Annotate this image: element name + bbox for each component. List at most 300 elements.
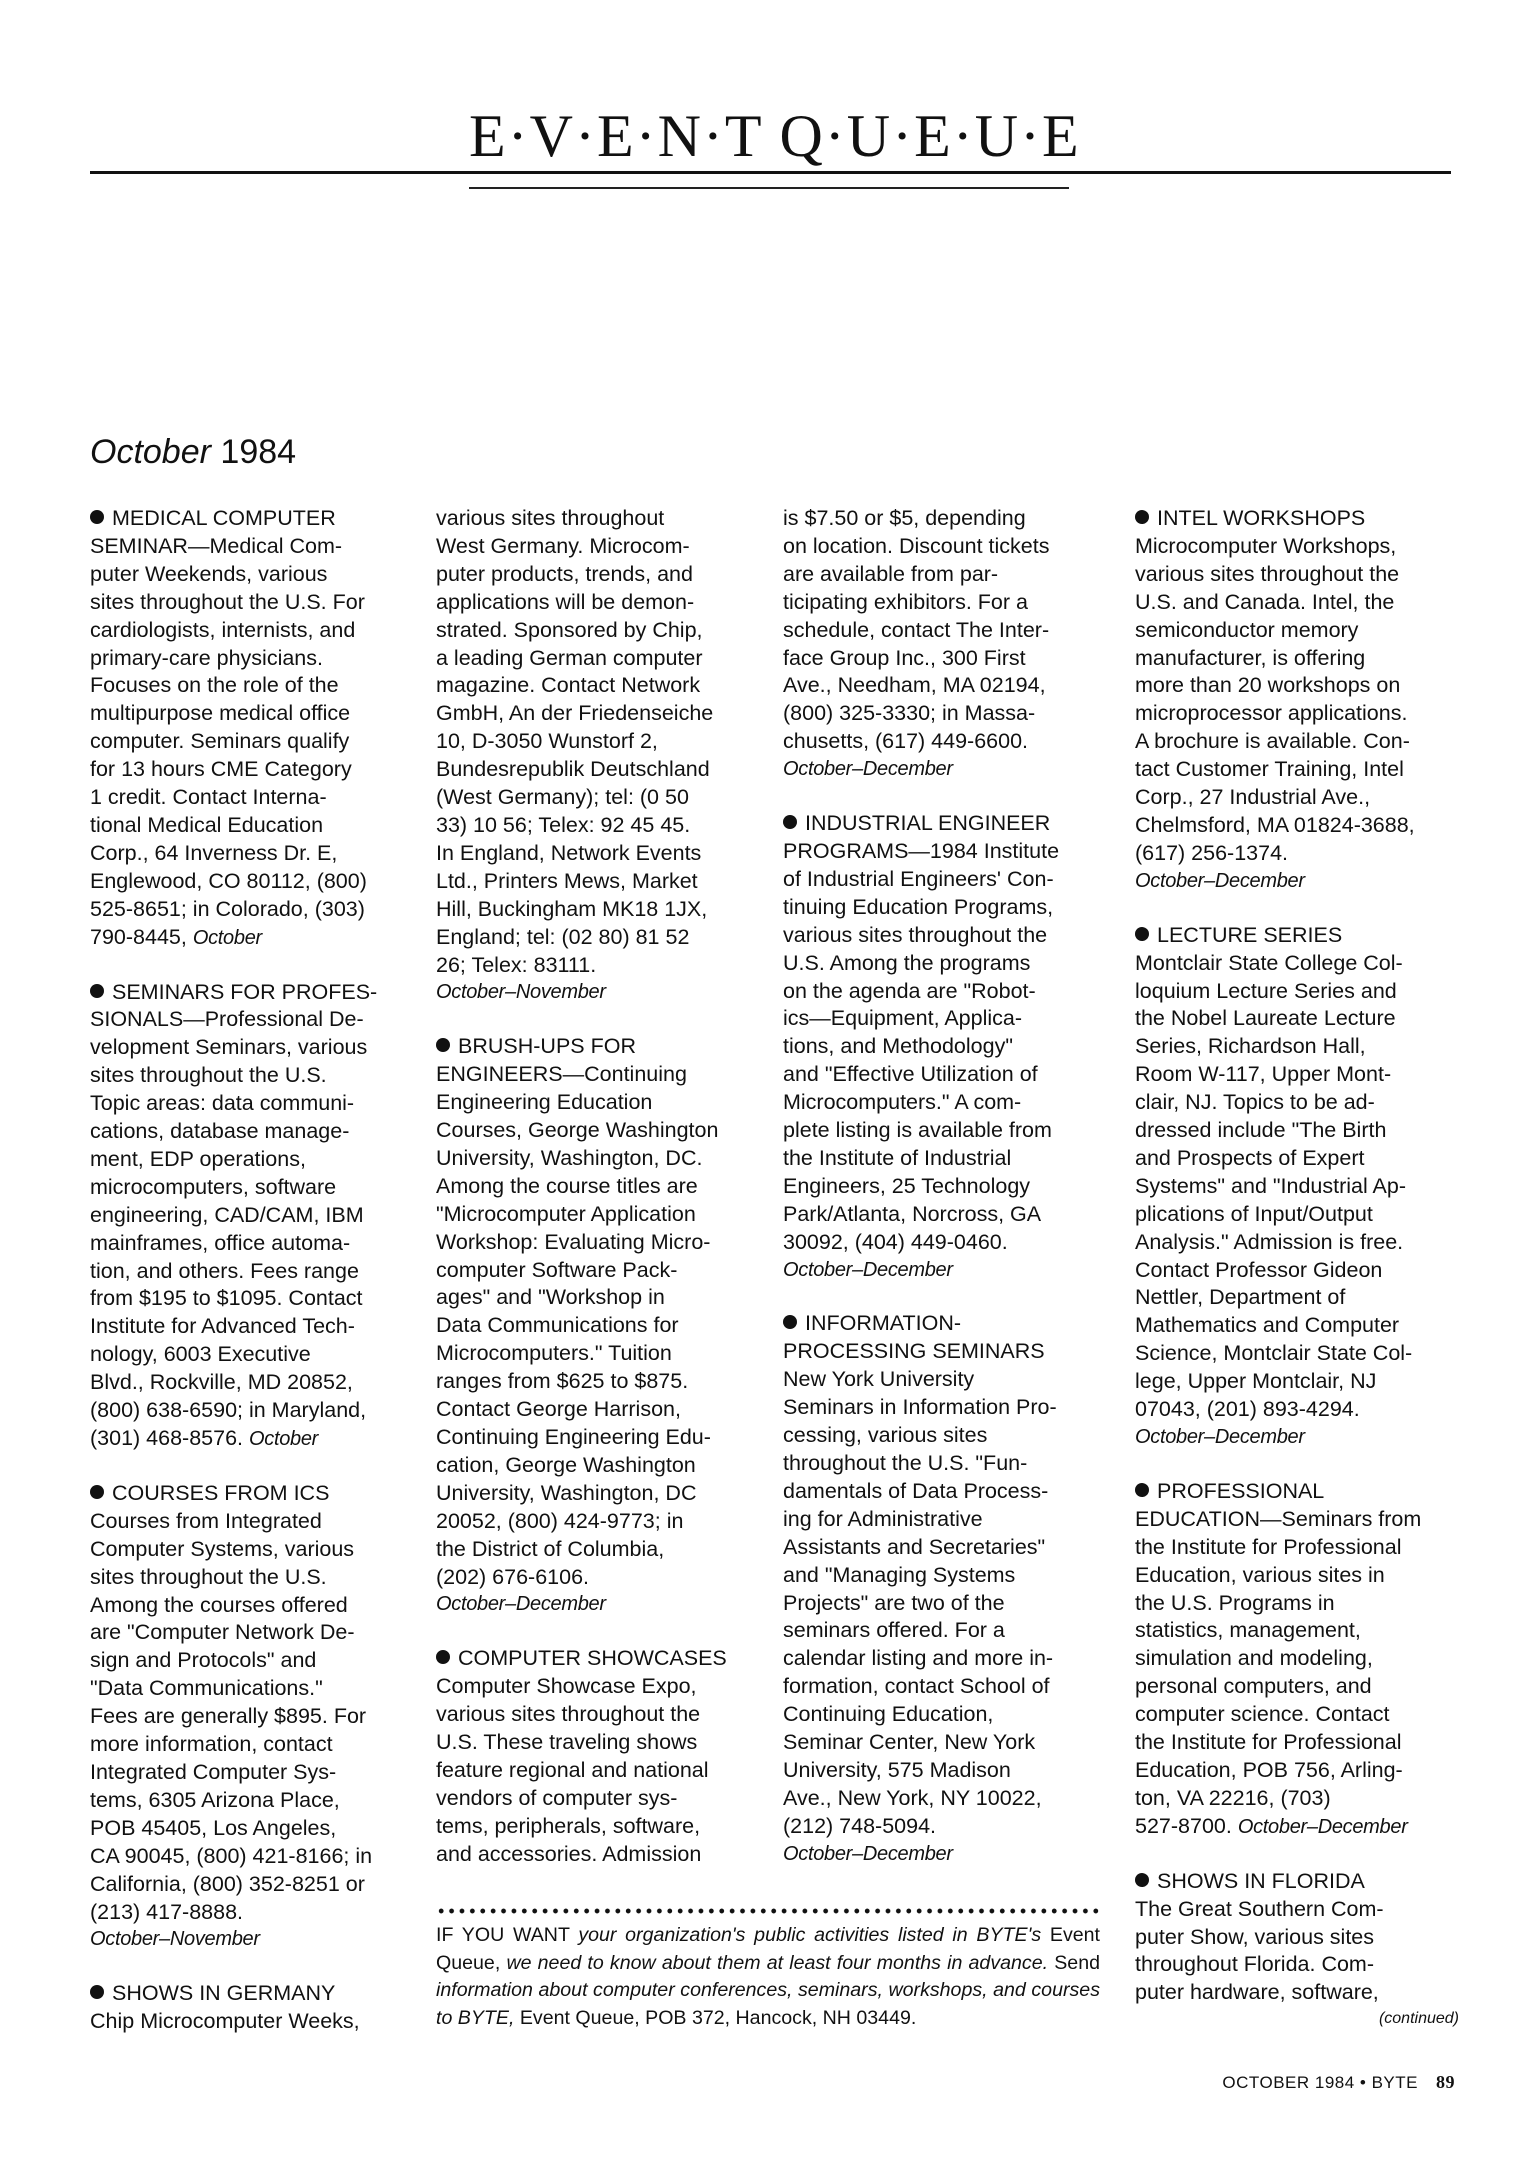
listing-text: ENGINEERS—Continuing <box>436 1062 687 1087</box>
listing-text: Ave., Needham, MA 02194, <box>783 673 1046 698</box>
listing-line <box>436 1480 766 1508</box>
listing-text: Chip Microcomputer Weeks, <box>90 2009 360 2034</box>
listing-line <box>436 728 766 756</box>
listing-line <box>436 617 766 645</box>
listing-text: Chelmsford, MA 01824-3688, <box>1135 812 1415 837</box>
listing-text: feature regional and national <box>436 1757 709 1782</box>
listing-text: personal computers, and <box>1135 1674 1372 1699</box>
listing-text: Microcomputers." A com- <box>783 1090 1022 1115</box>
listing-line <box>783 1617 1113 1645</box>
listing-text: various sites throughout <box>436 506 665 530</box>
listing-text: the U.S. Programs in <box>1135 1590 1335 1615</box>
listing-text: Seminar Center, New York <box>783 1730 1036 1755</box>
event-date: October–December <box>1135 1426 1305 1448</box>
event-listing <box>1135 1868 1465 2032</box>
listing-line <box>90 672 420 700</box>
listing-line <box>90 1592 420 1620</box>
listing-text: the District of Columbia, <box>436 1536 665 1561</box>
listing-text: Corp., 27 Industrial Ave., <box>1135 785 1371 810</box>
listing-line <box>1135 1673 1465 1701</box>
listing-line <box>90 700 420 728</box>
listing-line <box>783 672 1113 700</box>
listing-line <box>1135 1033 1465 1061</box>
listing-text: COMPUTER SHOWCASES <box>458 1646 727 1671</box>
listing-line <box>436 868 766 896</box>
listing-text: puter products, trends, and <box>436 561 693 586</box>
listing-line <box>783 1645 1113 1673</box>
listing-line <box>436 1229 766 1257</box>
listing-line <box>90 505 420 533</box>
listing-line <box>1135 672 1465 700</box>
listing-line <box>90 1146 420 1174</box>
listing-text: sites throughout the U.S. <box>90 1063 327 1088</box>
listing-text: cation, George Washington <box>436 1452 696 1477</box>
listing-text: throughout the U.S. "Fun- <box>783 1451 1028 1475</box>
listing-line <box>436 1785 766 1813</box>
listing-line <box>90 1480 420 1508</box>
listing-text: MEDICAL COMPUTER <box>112 506 336 530</box>
listing-line <box>783 1089 1113 1117</box>
listing-text: Microcomputer Workshops, <box>1135 533 1397 558</box>
listing-text: In England, Network Events <box>436 840 702 865</box>
listing-text: (301) 468-8576. <box>90 1426 243 1450</box>
listing-text: and accessories. Admission <box>436 1841 702 1866</box>
listing-text: Courses, George Washington <box>436 1118 719 1143</box>
listing-text: ranges from $625 to $875. <box>436 1369 689 1394</box>
note-segment: information about computer conferences, seminars, workshops, and courses to BYTE, <box>436 1979 1100 2029</box>
event-listing <box>90 1480 420 1954</box>
listing-text: Engineers, 25 Technology <box>783 1173 1031 1198</box>
listing-line <box>90 1397 420 1425</box>
listing-text: ics—Equipment, Applica- <box>783 1006 1022 1031</box>
listing-line <box>436 1841 766 1869</box>
listing-line <box>783 1813 1113 1841</box>
listing-text: tems, peripherals, software, <box>436 1813 701 1838</box>
listing-line <box>783 1117 1113 1145</box>
listing-text: puter Weekends, various <box>90 561 328 586</box>
listing-text: LECTURE SERIES <box>1157 922 1343 947</box>
listing-text: Room W-117, Upper Mont- <box>1135 1062 1392 1087</box>
listing-text: (West Germany); tel: (0 50 <box>436 785 689 810</box>
listing-text: ticipating exhibitors. For a <box>783 589 1028 614</box>
listing-line <box>90 1899 420 1927</box>
listing-line <box>1135 922 1465 950</box>
listing-line <box>1135 1312 1465 1340</box>
listing-line <box>1135 533 1465 561</box>
listing-text: Analysis." Admission is free. <box>1135 1229 1404 1254</box>
listing-text: Engineering Education <box>436 1090 653 1115</box>
listing-line <box>1135 505 1465 533</box>
listing-line <box>90 979 420 1007</box>
listing-text: Integrated Computer Sys- <box>90 1759 337 1784</box>
listing-line <box>436 505 766 533</box>
listing-text: Focuses on the role of the <box>90 673 339 698</box>
listing-text: INTEL WORKSHOPS <box>1157 506 1366 530</box>
listing-line <box>436 1508 766 1536</box>
bullet-icon <box>90 1485 104 1499</box>
listing-line <box>436 1145 766 1173</box>
submission-note <box>436 1906 1100 2032</box>
listing-text: Education, various sites in <box>1135 1562 1385 1587</box>
listing-text: various sites throughout the <box>436 1702 701 1727</box>
listing-text: various sites throughout the <box>783 922 1048 947</box>
page-number: 89 <box>1436 2072 1455 2092</box>
listing-text: CA 90045, (800) 421-8166; in <box>90 1843 373 1868</box>
event-listing <box>436 505 766 1007</box>
event-date: October <box>192 926 262 949</box>
note-segment: Event Queue, <box>436 1924 1100 1974</box>
listing-line <box>90 1508 420 1536</box>
listing-line <box>783 1366 1113 1394</box>
header-rule-thin <box>469 187 1069 189</box>
listing-line <box>1135 1005 1465 1033</box>
note-segment: Send <box>1054 1951 1100 1974</box>
listing-text: are available from par- <box>783 561 999 586</box>
listing-line <box>90 728 420 756</box>
listing-text: University, Washington, DC. <box>436 1145 703 1170</box>
continued-label: (continued) <box>1378 2010 1459 2028</box>
listing-line <box>1135 1368 1465 1396</box>
listing-line <box>783 1729 1113 1757</box>
listing-text: the Institute of Industrial <box>783 1145 1012 1170</box>
listing-line <box>436 756 766 784</box>
listing-line <box>783 1229 1113 1257</box>
event-listing <box>1135 505 1465 896</box>
page-footer <box>1222 2072 1455 2093</box>
listing-line <box>783 645 1113 673</box>
listing-text: puter Show, various sites <box>1135 1924 1375 1949</box>
listing-line <box>783 1061 1113 1089</box>
listing-text: U.S. and Canada. Intel, the <box>1135 589 1395 614</box>
listing-text: Corp., 64 Inverness Dr. E, <box>90 840 338 865</box>
listing-text: "Microcomputer Application <box>436 1201 696 1226</box>
listing-text: on the agenda are "Robot- <box>783 978 1036 1003</box>
listing-line <box>783 810 1113 838</box>
event-listing <box>783 1310 1113 1868</box>
listing-line <box>90 1313 420 1341</box>
event-date: October–December <box>783 1842 953 1865</box>
column-4 <box>1135 505 1465 2057</box>
listing-line <box>1135 1478 1465 1506</box>
listing-text: Assistants and Secretaries" <box>783 1534 1046 1559</box>
listing-text: Series, Richardson Hall, <box>1135 1034 1366 1059</box>
listing-line <box>1135 1201 1465 1229</box>
listing-text: (617) 256-1374. <box>1135 840 1288 865</box>
listing-text: (800) 638-6590; in Maryland, <box>90 1398 367 1423</box>
listing-text: simulation and modeling, <box>1135 1646 1373 1671</box>
listing-text: University, Washington, DC <box>436 1480 697 1505</box>
listing-line <box>1135 1757 1465 1785</box>
event-date: October–December <box>436 1593 606 1616</box>
listing-line <box>90 645 420 673</box>
listing-text: computer. Seminars qualify <box>90 729 350 754</box>
listing-text: Data Communications for <box>436 1313 679 1338</box>
listing-line <box>1135 1229 1465 1257</box>
listing-line <box>436 1729 766 1757</box>
listing-text: Bundesrepublik Deutschland <box>436 757 710 782</box>
listing-text: and "Managing Systems <box>783 1562 1016 1587</box>
column-3 <box>783 505 1113 1895</box>
note-segment: Event Queue, POB 372, Hancock, NH 03449. <box>519 2006 917 2029</box>
listing-line <box>436 1673 766 1701</box>
listing-text: SHOWS IN FLORIDA <box>1157 1868 1365 1893</box>
listing-text: cessing, various sites <box>783 1423 988 1448</box>
listing-text: ing for Administrative <box>783 1506 983 1531</box>
listing-text: Projects" are two of the <box>783 1590 1005 1615</box>
listing-text: clair, NJ. Topics to be ad- <box>1135 1090 1375 1115</box>
listing-text: Among the course titles are <box>436 1173 698 1198</box>
listing-text: Ltd., Printers Mews, Market <box>436 868 698 893</box>
listing-line <box>90 840 420 868</box>
listing-line <box>90 1341 420 1369</box>
listing-text: Topic areas: data communi- <box>90 1091 355 1116</box>
listing-line <box>783 700 1113 728</box>
listing-text: Science, Montclair State Col- <box>1135 1341 1413 1366</box>
event-listing <box>783 810 1113 1284</box>
listing-text: damentals of Data Process- <box>783 1478 1049 1503</box>
submission-note-text <box>436 1922 1100 2032</box>
bullet-icon <box>436 1650 450 1664</box>
listing-text: microprocessor applications. <box>1135 701 1408 726</box>
listing-line <box>90 1118 420 1146</box>
listing-text: of Industrial Engineers' Con- <box>783 866 1054 891</box>
listing-line <box>1135 1729 1465 1757</box>
listing-line <box>90 1759 420 1787</box>
listing-text: sites throughout the U.S. <box>90 1564 327 1589</box>
listing-text: vendors of computer sys- <box>436 1785 678 1810</box>
listing-line <box>1135 1896 1465 1924</box>
listing-text: tact Customer Training, Intel <box>1135 757 1404 782</box>
listing-line <box>90 1258 420 1286</box>
listing-line <box>436 1452 766 1480</box>
listing-text: Microcomputers." Tuition <box>436 1341 672 1366</box>
listing-line <box>783 617 1113 645</box>
listing-line <box>436 533 766 561</box>
footer-issue: OCTOBER 1984 • BYTE <box>1222 2073 1418 2092</box>
listing-line <box>1135 1562 1465 1590</box>
listing-text: sites throughout the U.S. For <box>90 589 365 614</box>
listing-text: 527-8700. <box>1135 1813 1232 1838</box>
listing-line <box>90 1787 420 1815</box>
listing-text: New York University <box>783 1367 975 1392</box>
listing-text: plications of Input/Output <box>1135 1201 1373 1226</box>
listing-line <box>1135 1617 1465 1645</box>
listing-text: face Group Inc., 300 First <box>783 645 1026 670</box>
listing-line <box>436 645 766 673</box>
event-date: October–December <box>1135 869 1305 892</box>
event-listing <box>436 1645 766 1868</box>
listing-text: loquium Lecture Series and <box>1135 978 1397 1003</box>
month-year: 1984 <box>220 433 297 471</box>
listing-text: Contact Professor Gideon <box>1135 1257 1383 1282</box>
listing-line <box>90 896 420 924</box>
listing-text: formation, contact School of <box>783 1674 1050 1699</box>
listing-text: Continuing Engineering Edu- <box>436 1425 711 1449</box>
listing-text: multipurpose medical office <box>90 701 351 726</box>
listing-text: semiconductor memory <box>1135 617 1359 642</box>
listing-line <box>90 1006 420 1034</box>
listing-text: ment, EDP operations, <box>90 1146 306 1171</box>
listing-line <box>1135 1340 1465 1368</box>
bullet-icon <box>90 984 104 998</box>
event-listing <box>90 979 420 1454</box>
dotted-divider <box>436 1906 1100 1916</box>
listing-line <box>90 1285 420 1313</box>
listing-text: Continuing Education, <box>783 1702 994 1727</box>
listing-line <box>90 1980 420 2008</box>
event-listing <box>436 1033 766 1619</box>
listing-line <box>1135 840 1465 868</box>
listing-text: INDUSTRIAL ENGINEER <box>805 811 1051 836</box>
bullet-icon <box>783 1315 797 1329</box>
listing-text: lege, Upper Montclair, NJ <box>1135 1369 1377 1394</box>
listing-line <box>90 784 420 812</box>
listing-line <box>90 2008 420 2036</box>
listing-text: calendar listing and more in- <box>783 1646 1054 1671</box>
page-title: E·V·E·N·T Q·U·E·U·E <box>469 103 1081 169</box>
listing-text: 26; Telex: 83111. <box>436 952 597 977</box>
listing-line <box>1135 700 1465 728</box>
listing-text: manufacturer, is offering <box>1135 645 1366 670</box>
listing-text: Among the courses offered <box>90 1592 348 1617</box>
listing-text: "Data Communications." <box>90 1676 323 1701</box>
listing-line <box>90 756 420 784</box>
listing-line <box>90 1619 420 1647</box>
listing-line <box>783 1338 1113 1366</box>
listing-text: engineering, CAD/CAM, IBM <box>90 1202 364 1227</box>
listing-line <box>436 812 766 840</box>
listing-text: Fees are generally $895. For <box>90 1704 367 1729</box>
listing-text: Park/Atlanta, Norcross, GA <box>783 1201 1042 1226</box>
listing-line <box>436 1201 766 1229</box>
listing-text: SEMINAR—Medical Com- <box>90 533 343 558</box>
listing-text: sign and Protocols" and <box>90 1648 317 1673</box>
listing-line <box>90 1230 420 1258</box>
listing-line <box>90 1843 420 1871</box>
listing-line <box>436 1033 766 1061</box>
event-date: October–November <box>90 1928 260 1951</box>
listing-text: England; tel: (02 80) 81 52 <box>436 924 690 949</box>
listing-line <box>436 1257 766 1285</box>
event-date: October–December <box>783 1258 953 1281</box>
listing-line <box>1135 756 1465 784</box>
listing-line <box>783 978 1113 1006</box>
listing-line <box>436 1813 766 1841</box>
bullet-icon <box>90 1985 104 1999</box>
listing-text: EDUCATION—Seminars from <box>1135 1506 1422 1531</box>
listing-line <box>1135 1785 1465 1813</box>
listing-text: strated. Sponsored by Chip, <box>436 617 703 642</box>
column-1 <box>90 505 420 2062</box>
listing-line <box>783 838 1113 866</box>
event-listing <box>90 1980 420 2036</box>
listing-line <box>1135 1284 1465 1312</box>
listing-line <box>1135 950 1465 978</box>
listing-line <box>783 561 1113 589</box>
listing-text: SIONALS—Professional De- <box>90 1007 364 1032</box>
listing-line <box>436 1536 766 1564</box>
listing-line <box>1135 1951 1465 1979</box>
listing-line <box>783 1201 1113 1229</box>
listing-line <box>1135 1924 1465 1952</box>
listing-text: computer Software Pack- <box>436 1257 678 1282</box>
listing-text: Workshop: Evaluating Micro- <box>436 1229 711 1254</box>
listing-line <box>783 505 1113 533</box>
section-month-heading <box>90 432 296 472</box>
listing-line <box>90 1202 420 1230</box>
listing-text: (213) 417-8888. <box>90 1899 243 1924</box>
listing-text: 30092, (404) 449-0460. <box>783 1229 1008 1254</box>
listing-text: velopment Seminars, various <box>90 1035 368 1060</box>
listing-line <box>90 1564 420 1592</box>
listing-line <box>783 589 1113 617</box>
listing-line <box>436 1564 766 1592</box>
listing-line <box>90 533 420 561</box>
listing-text: and Prospects of Expert <box>1135 1145 1365 1170</box>
column-2 <box>436 505 766 1895</box>
listing-line <box>783 533 1113 561</box>
listing-line <box>783 1673 1113 1701</box>
listing-text: Computer Showcase Expo, <box>436 1674 697 1699</box>
listing-line <box>90 924 420 953</box>
listing-text: Englewood, CO 80112, (800) <box>90 868 367 893</box>
bullet-icon <box>1135 1483 1149 1497</box>
listing-line <box>90 617 420 645</box>
listing-line <box>436 1645 766 1673</box>
listing-line <box>436 1061 766 1089</box>
listing-text: dressed include "The Birth <box>1135 1118 1387 1143</box>
listing-text: Education, POB 756, Arling- <box>1135 1757 1403 1782</box>
listing-line <box>1135 978 1465 1006</box>
listing-line <box>783 1785 1113 1813</box>
listing-line <box>436 840 766 868</box>
listing-line <box>1135 1117 1465 1145</box>
listing-line <box>1135 728 1465 756</box>
listing-text: 525-8651; in Colorado, (303) <box>90 896 365 921</box>
listing-line <box>436 1284 766 1312</box>
listing-line <box>1135 812 1465 840</box>
listing-line <box>90 1425 420 1454</box>
listing-line <box>90 561 420 589</box>
listing-text: tinuing Education Programs, <box>783 894 1054 919</box>
listing-line <box>90 1703 420 1731</box>
listing-text: Courses from Integrated <box>90 1508 322 1533</box>
listing-text: tional Medical Education <box>90 812 324 837</box>
listing-line <box>1135 1979 1465 2007</box>
listing-text: throughout Florida. Com- <box>1135 1952 1374 1977</box>
listing-text: Systems" and "Industrial Ap- <box>1135 1173 1406 1198</box>
listing-line <box>436 700 766 728</box>
listing-line <box>783 866 1113 894</box>
listing-line <box>436 924 766 952</box>
listing-text: Nettler, Department of <box>1135 1285 1346 1310</box>
listing-line <box>783 1005 1113 1033</box>
listing-text: statistics, management, <box>1135 1618 1361 1643</box>
listing-text: for 13 hours CME Category <box>90 757 352 782</box>
listing-text: (800) 325-3330; in Massa- <box>783 701 1036 726</box>
bullet-icon <box>90 510 104 524</box>
event-date: October–December <box>1237 1815 1408 1838</box>
listing-line <box>436 1340 766 1368</box>
listing-line <box>783 950 1113 978</box>
listing-text: tions, and Methodology" <box>783 1034 1013 1059</box>
event-listing <box>1135 922 1465 1452</box>
listing-line <box>783 1394 1113 1422</box>
listing-text: the Nobel Laureate Lecture <box>1135 1006 1396 1031</box>
listing-text: 20052, (800) 424-9773; in <box>436 1508 684 1533</box>
listing-line <box>783 1506 1113 1534</box>
listing-line <box>783 1450 1113 1478</box>
